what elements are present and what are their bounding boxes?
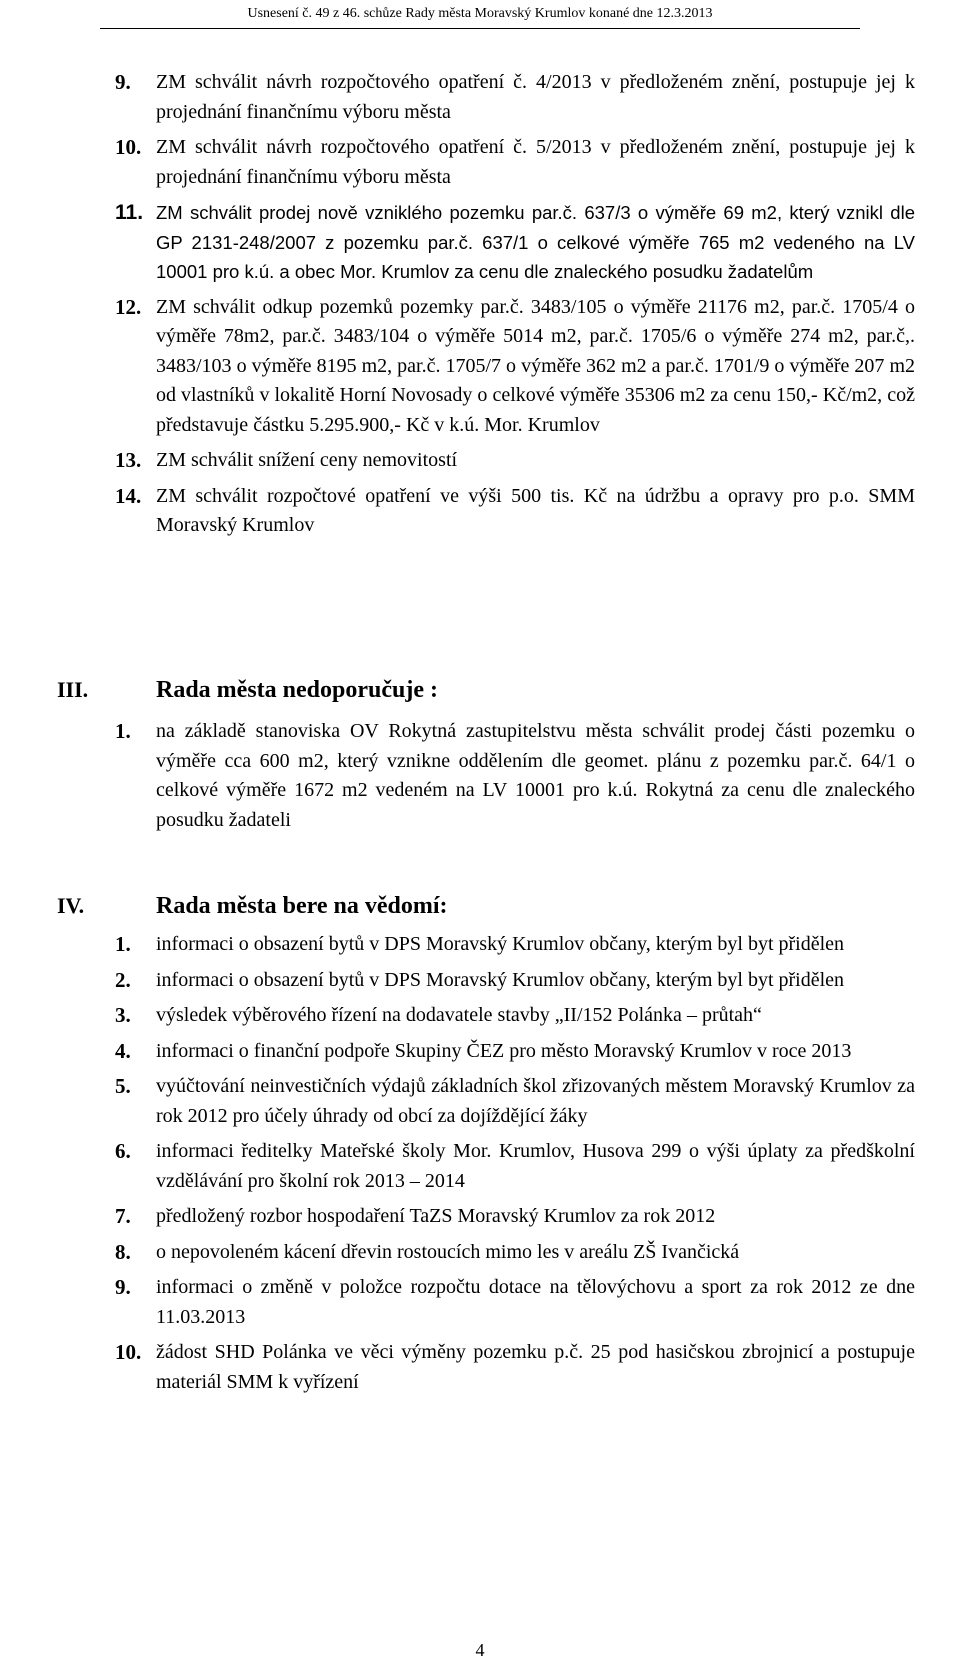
item-text: ZM schválit návrh rozpočtového opatření č. 4/2013 v předloženém znění, postupuje jej k projednání finančnímu výboru města: [156, 71, 915, 123]
item-number: 3.: [115, 1003, 131, 1027]
section-number: IV.: [57, 893, 85, 918]
resolution-list-zm: [115, 68, 915, 547]
item-number: 12.: [115, 294, 142, 319]
item-text: ZM schválit odkup pozemků pozemky par.č. 3483/105 o výměře 21176 m2, par.č. 1705/4 o výměře 78m2, par.č. 3483/104 o výměře 5014 m2, par.č. 1705/6 o výměře 274 m2, par.č,. 3483/103 o výměře 8195 m2, par.č. 1705/7 o výměře 362 m2 a par.č. 1701/9 o výměře 207 m2 od vlastníků v lokalitě Horní Novosady o celkové výměře 35306 m2 za cenu 150,- Kč/m2, což představuje částku 5.295.900,- Kč v k.ú. Mor. Krumlov: [156, 295, 915, 436]
item-text: vyúčtování neinvestičních výdajů základních škol zřizovaných městem Moravský Krumlov za rok 2012 pro účely úhrady od obcí za dojíždějící žáky: [156, 1075, 915, 1127]
item-number: 9.: [115, 1275, 131, 1299]
list-item: [115, 293, 915, 441]
item-text: informaci o obsazení bytů v DPS Moravský Krumlov občany, kterým byl byt přidělen: [156, 968, 845, 991]
item-number: 6.: [115, 1139, 131, 1163]
item-number: 10.: [115, 1340, 142, 1364]
header-divider: [100, 28, 860, 29]
item-number: 11.: [115, 201, 144, 224]
list-item: [115, 68, 915, 127]
list-item: [115, 482, 915, 541]
item-text: předložený rozbor hospodaření TaZS Moravský Krumlov za rok 2012: [156, 1205, 716, 1227]
item-number: 5.: [115, 1074, 131, 1098]
list-item: [115, 198, 915, 287]
item-text: výsledek výběrového řízení na dodavatele stavby „II/152 Polánka – průtah“: [156, 1004, 762, 1026]
item-text: ZM schválit rozpočtové opatření ve výši 500 tis. Kč na údržbu a opravy pro p.o. SMM Moravský Krumlov: [156, 484, 915, 536]
item-text: informaci ředitelky Mateřské školy Mor. Krumlov, Husova 299 o výši úplaty za předškolní vzdělávání pro školní rok 2013 – 2014: [156, 1140, 915, 1192]
item-text: ZM schválit prodej nově vzniklého pozemku par.č. 637/3 o výměře 69 m2, který vznikl dle GP 2131-248/2007 z pozemku par.č. 637/1 o celkové výměře 765 m2 vedeného na LV 10001 pro k.ú. a obec Mor. Krumlov za cenu dle znaleckého posudku žadatelům: [156, 202, 915, 282]
section-title: Rada města nedoporučuje :: [156, 677, 438, 703]
list-item: [115, 1238, 915, 1268]
item-number: 7.: [115, 1204, 131, 1228]
list-item: [115, 1137, 915, 1196]
item-text: na základě stanoviska OV Rokytná zastupitelstvu města schválit prodej části pozemku o výměře cca 600 m2, který vznikne oddělením dle geomet. plánu z pozemku par.č. 64/1 o celkové výměře 1672 m2 vedeném na LV 10001 pro k.ú. Rokytná za cenu dle znaleckého posudku žadateli: [156, 720, 915, 831]
section-list-bere-na-vedomi: [115, 930, 915, 1403]
item-number: 2.: [115, 967, 131, 992]
item-number: 1.: [115, 932, 131, 956]
list-item: [115, 1001, 915, 1031]
section-number: III.: [57, 677, 89, 702]
item-text: ZM schválit návrh rozpočtového opatření č. 5/2013 v předloženém znění, postupuje jej k projednání finančnímu výboru města: [156, 136, 915, 188]
item-number: 10.: [115, 135, 142, 159]
item-text: informaci o obsazení bytů v DPS Moravský Krumlov občany, kterým byl byt přidělen: [156, 933, 845, 955]
list-item: [115, 930, 915, 960]
item-number: 14.: [115, 483, 142, 508]
page-header: Usnesení č. 49 z 46. schůze Rady města Moravský Krumlov konané dne 12.3.2013: [247, 6, 713, 21]
item-number: 9.: [115, 70, 131, 94]
item-number: 13.: [115, 448, 142, 472]
section-list-nedoporucuje: [115, 717, 915, 841]
list-item: [115, 1338, 915, 1397]
list-item: [115, 133, 915, 192]
section-title: Rada města bere na vědomí:: [156, 893, 448, 919]
list-item: [115, 1072, 915, 1131]
list-item: [115, 717, 915, 835]
item-text: ZM schválit snížení ceny nemovitostí: [156, 449, 458, 471]
item-text: informaci o finanční podpoře Skupiny ČEZ pro město Moravský Krumlov v roce 2013: [156, 1039, 852, 1062]
item-number: 8.: [115, 1239, 131, 1264]
list-item: [115, 966, 915, 996]
page-number: 4: [475, 1640, 485, 1660]
item-number: 4.: [115, 1038, 131, 1063]
list-item: [115, 1202, 915, 1232]
item-text: žádost SHD Polánka ve věci výměny pozemku p.č. 25 pod hasičskou zbrojnicí a postupuje materiál SMM k vyřízení: [156, 1341, 915, 1393]
list-item: [115, 1037, 915, 1067]
list-item: [115, 446, 915, 476]
item-number: 1.: [115, 719, 131, 743]
item-text: o nepovoleném kácení dřevin rostoucích mimo les v areálu ZŠ Ivančická: [156, 1240, 740, 1263]
list-item: [115, 1273, 915, 1332]
item-text: informaci o změně v položce rozpočtu dotace na tělovýchovu a sport za rok 2012 ze dne 11.03.2013: [156, 1276, 915, 1328]
